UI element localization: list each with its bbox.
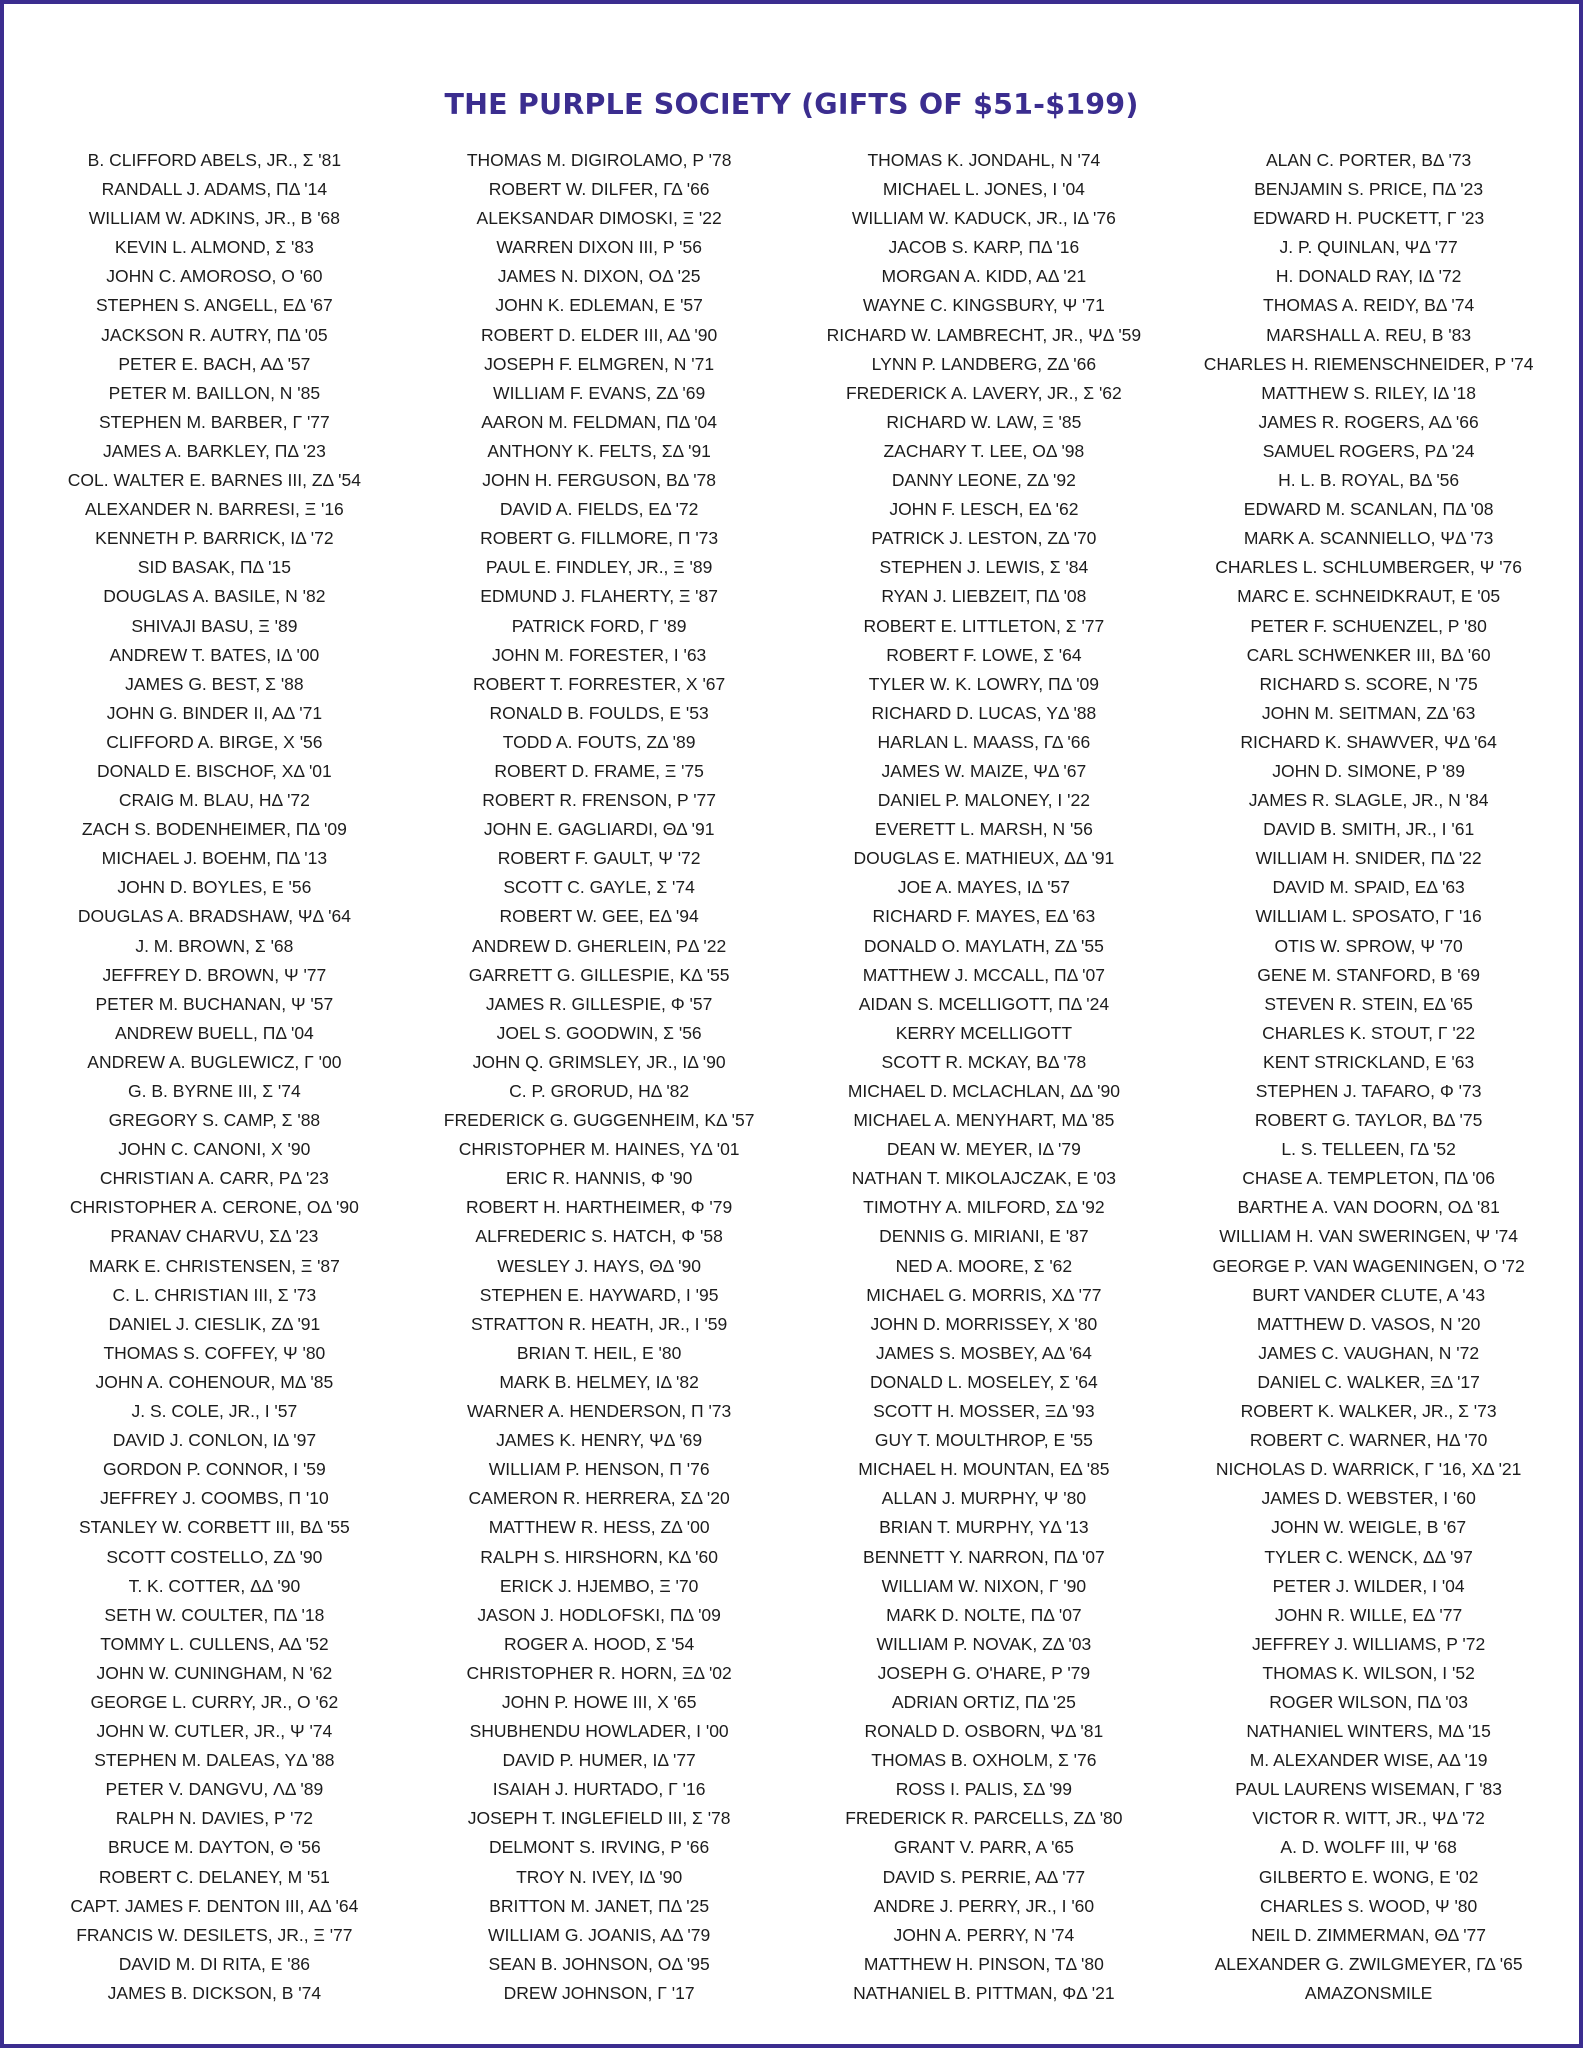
donor-name: WILLIAM W. NIXON, Γ '90 (881, 1575, 1087, 1596)
donor-name: MARK A. SCANNIELLO, ΨΔ '73 (1243, 528, 1494, 549)
donor-name: MATTHEW D. VASOS, N '20 (1256, 1313, 1481, 1334)
donor-name: WILLIAM W. KADUCK, JR., IΔ '76 (851, 208, 1116, 229)
donor-name: MATTHEW S. RILEY, IΔ '18 (1261, 382, 1476, 403)
donor-name: MICHAEL D. MCLACHLAN, ΔΔ '90 (847, 1081, 1120, 1101)
donor-name: ANDREW D. GHERLEIN, PΔ '22 (471, 935, 727, 956)
donor-name: JOHN M. FORESTER, I '63 (491, 644, 707, 665)
donor-name: MICHAEL L. JONES, I '04 (882, 179, 1085, 200)
donor-name: ANTHONY K. FELTS, ΣΔ '91 (487, 440, 711, 461)
donor-name: RICHARD W. LAMBRECHT, JR., ΨΔ '59 (826, 324, 1142, 345)
donor-name: SETH W. COULTER, ΠΔ '18 (104, 1604, 325, 1625)
donor-name: RICHARD W. LAW, Ξ '85 (886, 411, 1082, 432)
donor-name: HARLAN L. MAASS, ΓΔ '66 (877, 731, 1091, 752)
donor-name: BENNETT Y. NARRON, ΠΔ '07 (863, 1546, 1105, 1567)
donor-name: CHARLES H. RIEMENSCHNEIDER, P '74 (1203, 353, 1534, 374)
donor-name: ROGER A. HOOD, Σ '54 (504, 1633, 695, 1654)
donor-name: BRIAN T. HEIL, E '80 (516, 1342, 682, 1363)
donor-name: JOSEPH T. INGLEFIELD III, Σ '78 (467, 1808, 731, 1829)
donor-name: GREGORY S. CAMP, Σ '88 (108, 1110, 321, 1131)
donor-name: JAMES C. VAUGHAN, N '72 (1258, 1342, 1480, 1363)
donor-name: WARNER A. HENDERSON, Π '73 (466, 1401, 732, 1422)
donor-name: NEIL D. ZIMMERMAN, ΘΔ '77 (1251, 1924, 1487, 1945)
donor-name: PAUL LAURENS WISEMAN, Γ '83 (1235, 1779, 1503, 1800)
donor-name: MARSHALL A. REU, B '83 (1266, 324, 1472, 345)
donor-name: RONALD B. FOULDS, E '53 (489, 702, 709, 723)
donor-name: DAVID M. SPAID, EΔ '63 (1272, 877, 1465, 898)
donor-name: COL. WALTER E. BARNES III, ZΔ '54 (67, 470, 361, 491)
donor-name: ALAN C. PORTER, BΔ '73 (1265, 150, 1472, 170)
donor-name: JEFFREY J. WILLIAMS, P '72 (1252, 1633, 1486, 1654)
donor-name: FREDERICK G. GUGGENHEIM, KΔ '57 (443, 1110, 755, 1131)
donor-name: MARK D. NOLTE, ΠΔ '07 (886, 1604, 1082, 1625)
donor-name: ROBERT D. ELDER III, AΔ '90 (481, 324, 718, 345)
donor-name: KERRY MCELLIGOTT (895, 1022, 1073, 1043)
donor-name: JAMES W. MAIZE, ΨΔ '67 (881, 760, 1087, 781)
donor-name: GRANT V. PARR, A '65 (893, 1837, 1074, 1858)
donor-name: ERICK J. HJEMBO, Ξ '70 (499, 1575, 699, 1596)
donor-name: SCOTT H. MOSSER, ΞΔ '93 (873, 1401, 1095, 1422)
donor-name: PETER M. BUCHANAN, Ψ '57 (95, 993, 334, 1014)
donor-name: TYLER C. WENCK, ΔΔ '97 (1264, 1546, 1473, 1567)
donor-name: H. L. B. ROYAL, BΔ '56 (1278, 470, 1460, 491)
donor-name: EDWARD M. SCANLAN, ΠΔ '08 (1243, 499, 1494, 520)
donor-name: JOHN G. BINDER II, AΔ '71 (106, 702, 323, 723)
donor-name: ERIC R. HANNIS, Φ '90 (505, 1168, 693, 1189)
donor-name: WILLIAM H. SNIDER, ΠΔ '22 (1255, 848, 1482, 869)
donor-name: WAYNE C. KINGSBURY, Ψ '71 (862, 295, 1105, 316)
donor-name: DANIEL J. CIESLIK, ZΔ '91 (108, 1313, 321, 1334)
donor-name: JOHN M. SEITMAN, ZΔ '63 (1261, 702, 1476, 723)
donor-name: RICHARD F. MAYES, EΔ '63 (872, 906, 1096, 927)
donor-name: AMAZONSMILE (1304, 1982, 1433, 2003)
donor-name: BRUCE M. DAYTON, Θ '56 (108, 1837, 321, 1858)
donor-name: MATTHEW R. HESS, ZΔ '00 (488, 1517, 710, 1538)
donor-name: CHASE A. TEMPLETON, ΠΔ '06 (1242, 1168, 1495, 1189)
donor-name: PETER E. BACH, AΔ '57 (118, 353, 311, 374)
donor-name: JAMES R. ROGERS, AΔ '66 (1258, 411, 1479, 432)
donor-name: ROBERT W. GEE, EΔ '94 (499, 906, 699, 927)
donor-name: ALEKSANDAR DIMOSKI, Ξ '22 (476, 208, 722, 229)
donor-name: ANDREW A. BUGLEWICZ, Γ '00 (87, 1051, 342, 1072)
donor-name: JASON J. HODLOFSKI, ΠΔ '09 (477, 1604, 721, 1625)
donor-name: PAUL E. FINDLEY, JR., Ξ '89 (485, 557, 713, 578)
donor-name: MARC E. SCHNEIDKRAUT, E '05 (1237, 586, 1501, 607)
donor-name: RALPH S. HIRSHORN, KΔ '60 (480, 1546, 718, 1567)
donor-name: MICHAEL J. BOEHM, ΠΔ '13 (101, 848, 328, 869)
donor-name: JOHN K. EDLEMAN, E '57 (495, 295, 703, 316)
donor-name: NATHANIEL WINTERS, MΔ '15 (1246, 1721, 1491, 1742)
donor-name: DOUGLAS A. BRADSHAW, ΨΔ '64 (77, 906, 351, 927)
donor-name: ROBERT H. HARTHEIMER, Φ '79 (465, 1197, 733, 1218)
donor-name: THOMAS M. DIGIROLAMO, P '78 (466, 150, 732, 170)
donor-name: ROBERT R. FRENSON, P '77 (482, 790, 717, 811)
donor-name: J. M. BROWN, Σ '68 (135, 935, 294, 956)
donor-name: MORGAN A. KIDD, AΔ '21 (881, 266, 1087, 287)
donor-name: CHARLES S. WOOD, Ψ '80 (1259, 1895, 1478, 1916)
donor-name: PATRICK FORD, Γ '89 (511, 615, 687, 636)
donor-name: WILLIAM W. ADKINS, JR., B '68 (88, 208, 341, 229)
donor-name: GEORGE L. CURRY, JR., O '62 (90, 1691, 339, 1712)
donor-name: ROBERT C. DELANEY, M '51 (98, 1866, 330, 1887)
donor-name: JAMES D. WEBSTER, I '60 (1261, 1488, 1476, 1509)
donor-name: DAVID J. CONLON, IΔ '97 (112, 1430, 317, 1451)
donor-name: LYNN P. LANDBERG, ZΔ '66 (871, 353, 1097, 374)
donor-name: JOHN A. COHENOUR, MΔ '85 (95, 1371, 334, 1392)
donor-name: JOEL S. GOODWIN, Σ '56 (496, 1022, 702, 1043)
donor-name: JACKSON R. AUTRY, ΠΔ '05 (101, 324, 328, 345)
donor-name: EDMUND J. FLAHERTY, Ξ '87 (480, 586, 718, 607)
donor-name: J. S. COLE, JR., I '57 (131, 1401, 298, 1422)
donor-name: STEPHEN J. LEWIS, Σ '84 (879, 557, 1089, 578)
donor-name: DONALD O. MAYLATH, ZΔ '55 (863, 935, 1104, 956)
donor-column-1 (22, 146, 407, 2008)
donor-name: JAMES B. DICKSON, B '74 (107, 1982, 322, 2003)
donor-name: ROBERT F. LOWE, Σ '64 (886, 644, 1082, 665)
donor-name: CHRISTOPHER M. HAINES, YΔ '01 (458, 1139, 740, 1160)
donor-name: MATTHEW J. MCCALL, ΠΔ '07 (862, 964, 1105, 985)
donor-name: DONALD L. MOSELEY, Σ '64 (869, 1371, 1098, 1392)
donor-name: JOHN E. GAGLIARDI, ΘΔ '91 (483, 819, 715, 840)
donor-name: NED A. MOORE, Σ '62 (895, 1255, 1073, 1276)
donor-name: RYAN J. LIEBZEIT, ΠΔ '08 (881, 586, 1087, 607)
donor-name: JOHN P. HOWE III, X '65 (501, 1691, 697, 1712)
donor-name: STANLEY W. CORBETT III, BΔ '55 (78, 1517, 350, 1538)
donor-column-3 (792, 146, 1177, 2008)
donor-name: PETER M. BAILLON, N '85 (108, 382, 321, 403)
donor-name: T. K. COTTER, ΔΔ '90 (128, 1575, 301, 1596)
donor-name: STEPHEN M. DALEAS, YΔ '88 (94, 1750, 335, 1771)
donor-name: A. D. WOLFF III, Ψ '68 (1280, 1837, 1457, 1858)
donor-name: EDWARD H. PUCKETT, Γ '23 (1253, 208, 1485, 229)
donor-name: DOUGLAS A. BASILE, N '82 (103, 586, 326, 607)
donor-name: JAMES S. MOSBEY, AΔ '64 (875, 1342, 1092, 1363)
donor-name: JAMES K. HENRY, ΨΔ '69 (496, 1430, 703, 1451)
donor-name: BRIAN T. MURPHY, YΔ '13 (879, 1517, 1089, 1538)
donor-name: JEFFREY D. BROWN, Ψ '77 (102, 964, 327, 985)
donor-name: THOMAS S. COFFEY, Ψ '80 (103, 1342, 326, 1363)
donor-name: THOMAS K. WILSON, I '52 (1262, 1662, 1475, 1683)
donor-name: B. CLIFFORD ABELS, JR., Σ '81 (87, 150, 342, 170)
donor-name: ADRIAN ORTIZ, ΠΔ '25 (891, 1691, 1076, 1712)
donor-name: CHARLES K. STOUT, Γ '22 (1262, 1022, 1476, 1043)
donor-name: DAVID S. PERRIE, AΔ '77 (882, 1866, 1086, 1887)
donor-name: KENT STRICKLAND, E '63 (1263, 1051, 1475, 1072)
donor-name: GUY T. MOULTHROP, E '55 (874, 1430, 1093, 1451)
donor-name: STEPHEN E. HAYWARD, I '95 (479, 1284, 719, 1305)
donor-name: GILBERTO E. WONG, E '02 (1258, 1866, 1479, 1887)
donor-name: J. P. QUINLAN, ΨΔ '77 (1279, 237, 1458, 258)
donor-name: JOSEPH G. O'HARE, P '79 (877, 1662, 1091, 1683)
donor-name: SHIVAJI BASU, Ξ '89 (131, 615, 298, 636)
donor-name: RONALD D. OSBORN, ΨΔ '81 (864, 1721, 1104, 1742)
donor-name: WILLIAM F. EVANS, ZΔ '69 (493, 382, 706, 403)
donor-name: L. S. TELLEEN, ΓΔ '52 (1281, 1139, 1456, 1160)
donor-column-2 (407, 146, 792, 2008)
donor-name: DAVID M. DI RITA, E '86 (118, 1953, 311, 1974)
donor-name: SEAN B. JOHNSON, OΔ '95 (488, 1953, 710, 1974)
donor-name: ROBERT G. TAYLOR, BΔ '75 (1254, 1110, 1483, 1131)
donor-name: WESLEY J. HAYS, ΘΔ '90 (497, 1255, 701, 1276)
donor-name: JAMES N. DIXON, OΔ '25 (497, 266, 701, 287)
donor-name: TROY N. IVEY, IΔ '90 (516, 1866, 683, 1887)
donor-name: ROBERT C. WARNER, HΔ '70 (1249, 1430, 1488, 1451)
donor-name: JOHN D. MORRISSEY, X '80 (870, 1313, 1098, 1334)
donor-name: JOSEPH F. ELMGREN, N '71 (484, 353, 715, 374)
donor-name: ANDREW BUELL, ΠΔ '04 (114, 1022, 314, 1043)
donor-name: TIMOTHY A. MILFORD, ΣΔ '92 (863, 1197, 1105, 1218)
donor-name: JOHN D. SIMONE, P '89 (1272, 760, 1465, 781)
donor-name: BRITTON M. JANET, ΠΔ '25 (489, 1895, 710, 1916)
donor-name: RICHARD D. LUCAS, YΔ '88 (871, 702, 1097, 723)
donor-name: CHRISTOPHER A. CERONE, OΔ '90 (69, 1197, 359, 1218)
donor-name: WILLIAM P. NOVAK, ZΔ '03 (876, 1633, 1092, 1654)
donor-name: JOHN W. CUTLER, JR., Ψ '74 (96, 1721, 333, 1742)
donor-name: SHUBHENDU HOWLADER, I '00 (469, 1721, 729, 1742)
donor-name: TOMMY L. CULLENS, AΔ '52 (100, 1633, 329, 1654)
donor-name: SCOTT COSTELLO, ZΔ '90 (106, 1546, 323, 1567)
donor-name: DONALD E. BISCHOF, XΔ '01 (96, 760, 332, 781)
donor-name: CARL SCHWENKER III, BΔ '60 (1246, 644, 1491, 665)
donor-name: M. ALEXANDER WISE, AΔ '19 (1249, 1750, 1488, 1771)
donor-name: SCOTT C. GAYLE, Σ '74 (503, 877, 695, 898)
donor-name: SID BASAK, ΠΔ '15 (137, 557, 291, 578)
donor-name: ROBERT D. FRAME, Ξ '75 (494, 760, 704, 781)
donor-name: RANDALL J. ADAMS, ΠΔ '14 (101, 179, 328, 200)
donor-name: DAVID A. FIELDS, EΔ '72 (499, 499, 699, 520)
donor-name: DANIEL C. WALKER, ΞΔ '17 (1257, 1371, 1480, 1392)
donor-name: ROBERT G. FILLMORE, Π '73 (480, 528, 719, 549)
donor-name: ROGER WILSON, ΠΔ '03 (1269, 1691, 1469, 1712)
donor-name: JAMES A. BARKLEY, ΠΔ '23 (102, 440, 326, 461)
donor-name: C. P. GRORUD, HΔ '82 (509, 1081, 690, 1101)
donor-name: GARRETT G. GILLESPIE, KΔ '55 (468, 964, 730, 985)
donor-name: DAVID B. SMITH, JR., I '61 (1263, 819, 1475, 840)
donor-name: FRANCIS W. DESILETS, JR., Ξ '77 (76, 1924, 353, 1945)
donor-name: ALLAN J. MURPHY, Ψ '80 (881, 1488, 1087, 1509)
donor-name: SAMUEL ROGERS, PΔ '24 (1262, 440, 1475, 461)
donor-name: DEAN W. MEYER, IΔ '79 (886, 1139, 1081, 1160)
donor-name: DAVID P. HUMER, IΔ '77 (502, 1750, 696, 1771)
donor-name: EVERETT L. MARSH, N '56 (874, 819, 1093, 840)
donor-name: ROBERT T. FORRESTER, X '67 (472, 673, 726, 694)
donor-name: ROBERT E. LITTLETON, Σ '77 (863, 615, 1105, 636)
donor-name: CAPT. JAMES F. DENTON III, AΔ '64 (70, 1895, 359, 1916)
donor-name: ROBERT W. DILFER, ΓΔ '66 (488, 179, 710, 200)
donor-name: THOMAS K. JONDAHL, N '74 (867, 150, 1101, 170)
donor-name: JOHN F. LESCH, EΔ '62 (889, 499, 1079, 520)
donor-name: CHRISTIAN A. CARR, PΔ '23 (99, 1168, 329, 1189)
donor-name: JOHN W. WEIGLE, B '67 (1271, 1517, 1467, 1538)
donor-name: SCOTT R. MCKAY, BΔ '78 (881, 1051, 1087, 1072)
donor-name: JAMES R. SLAGLE, JR., N '84 (1248, 790, 1489, 811)
donor-name: PETER V. DANGVU, ΛΔ '89 (105, 1779, 324, 1800)
donor-name: TODD A. FOUTS, ZΔ '89 (502, 731, 696, 752)
donor-name: ZACH S. BODENHEIMER, ΠΔ '09 (81, 819, 347, 840)
donor-name: ALFREDERIC S. HATCH, Φ '58 (475, 1226, 723, 1247)
donor-name: PETER J. WILDER, I '04 (1272, 1575, 1465, 1596)
donor-name: H. DONALD RAY, IΔ '72 (1275, 266, 1462, 287)
donor-name: C. L. CHRISTIAN III, Σ '73 (112, 1284, 317, 1305)
donor-name: MICHAEL A. MENYHART, MΔ '85 (853, 1110, 1115, 1131)
donor-name: DANNY LEONE, ZΔ '92 (891, 470, 1076, 491)
donor-name: JAMES R. GILLESPIE, Φ '57 (485, 993, 713, 1014)
donor-name: WILLIAM L. SPOSATO, Γ '16 (1255, 906, 1482, 927)
donor-name: GEORGE P. VAN WAGENINGEN, O '72 (1212, 1255, 1525, 1276)
donor-name: STEPHEN S. ANGELL, EΔ '67 (95, 295, 333, 316)
donor-name: JOHN A. PERRY, N '74 (893, 1924, 1075, 1945)
donor-name: OTIS W. SPROW, Ψ '70 (1274, 935, 1463, 956)
donor-name: STEPHEN M. BARBER, Γ '77 (98, 411, 330, 432)
donor-name: JOHN C. CANONI, X '90 (118, 1139, 311, 1160)
donor-name: FREDERICK A. LAVERY, JR., Σ '62 (845, 382, 1122, 403)
donor-name: CRAIG M. BLAU, HΔ '72 (118, 790, 310, 811)
donor-name: PRANAV CHARVU, ΣΔ '23 (110, 1226, 319, 1247)
donor-name: RICHARD K. SHAWVER, ΨΔ '64 (1240, 731, 1497, 752)
donor-name: BARTHE A. VAN DOORN, OΔ '81 (1237, 1197, 1500, 1218)
donor-name: DENNIS G. MIRIANI, E '87 (879, 1226, 1089, 1247)
donor-name: ROBERT F. GAULT, Ψ '72 (497, 848, 701, 869)
donor-name: TYLER W. K. LOWRY, ΠΔ '09 (868, 673, 1100, 694)
donor-name: ANDRE J. PERRY, JR., I '60 (873, 1895, 1095, 1916)
donor-name: NATHANIEL B. PITTMAN, ΦΔ '21 (853, 1982, 1115, 2003)
donor-name: JOHN H. FERGUSON, BΔ '78 (482, 470, 717, 491)
donor-column-4 (1176, 146, 1561, 2008)
donor-name: MATTHEW H. PINSON, TΔ '80 (863, 1953, 1104, 1974)
donor-name: KENNETH P. BARRICK, IΔ '72 (95, 528, 334, 549)
donor-name: JOHN C. AMOROSO, O '60 (106, 266, 323, 287)
donor-name: RALPH N. DAVIES, P '72 (115, 1808, 313, 1829)
donor-name: JOHN D. BOYLES, E '56 (117, 877, 312, 898)
donor-name: JOHN W. CUNINGHAM, N '62 (96, 1662, 333, 1683)
donor-name: KEVIN L. ALMOND, Σ '83 (114, 237, 314, 258)
donor-name: ANDREW T. BATES, IΔ '00 (109, 644, 320, 665)
donor-name: PETER F. SCHUENZEL, P '80 (1250, 615, 1487, 636)
donor-name: MARK E. CHRISTENSEN, Ξ '87 (88, 1255, 340, 1276)
donor-name: ISAIAH J. HURTADO, Γ '16 (492, 1779, 706, 1800)
donor-name: ROBERT K. WALKER, JR., Σ '73 (1240, 1401, 1497, 1422)
donor-name: MICHAEL H. MOUNTAN, EΔ '85 (858, 1459, 1110, 1480)
donor-name: JOE A. MAYES, IΔ '57 (897, 877, 1071, 898)
donor-name: DREW JOHNSON, Γ '17 (503, 1982, 695, 2003)
donor-list (22, 146, 1561, 2008)
donor-name: ZACHARY T. LEE, OΔ '98 (883, 440, 1085, 461)
donor-name: THOMAS B. OXHOLM, Σ '76 (871, 1750, 1097, 1771)
donor-name: NATHAN T. MIKOLAJCZAK, E '03 (851, 1168, 1117, 1189)
donor-name: JAMES G. BEST, Σ '88 (125, 673, 304, 694)
donor-name: NICHOLAS D. WARRICK, Γ '16, XΔ '21 (1215, 1459, 1522, 1480)
donor-name: CHRISTOPHER R. HORN, ΞΔ '02 (466, 1662, 732, 1683)
donor-name: CHARLES L. SCHLUMBERGER, Ψ '76 (1215, 557, 1523, 578)
donor-name: MARK B. HELMEY, IΔ '82 (499, 1371, 699, 1392)
donor-name: G. B. BYRNE III, Σ '74 (128, 1081, 301, 1101)
donor-name: MICHAEL G. MORRIS, XΔ '77 (866, 1284, 1102, 1305)
donor-name: DELMONT S. IRVING, P '66 (489, 1837, 710, 1858)
donor-name: STEVEN R. STEIN, EΔ '65 (1264, 993, 1473, 1014)
donor-name: ROSS I. PALIS, ΣΔ '99 (895, 1779, 1073, 1800)
donor-name: BENJAMIN S. PRICE, ΠΔ '23 (1254, 179, 1484, 200)
donor-name: WARREN DIXON III, P '56 (496, 237, 702, 258)
donor-name: DANIEL P. MALONEY, I '22 (877, 790, 1090, 811)
donor-name: JOHN Q. GRIMSLEY, JR., IΔ '90 (472, 1051, 726, 1072)
donor-name: THOMAS A. REIDY, BΔ '74 (1263, 295, 1475, 316)
donor-name: CLIFFORD A. BIRGE, X '56 (106, 731, 323, 752)
donor-name: FREDERICK R. PARCELLS, ZΔ '80 (845, 1808, 1123, 1829)
donor-name: CAMERON R. HERRERA, ΣΔ '20 (468, 1488, 730, 1509)
donor-name: ALEXANDER G. ZWILGMEYER, ΓΔ '65 (1214, 1953, 1523, 1974)
donor-name: AARON M. FELDMAN, ΠΔ '04 (481, 411, 718, 432)
donor-name: VICTOR R. WITT, JR., ΨΔ '72 (1252, 1808, 1485, 1829)
donor-name: STRATTON R. HEATH, JR., I '59 (471, 1313, 728, 1334)
donor-name: STEPHEN J. TAFARO, Φ '73 (1255, 1081, 1482, 1101)
donor-name: PATRICK J. LESTON, ZΔ '70 (871, 528, 1097, 549)
donor-name: WILLIAM G. JOANIS, AΔ '79 (488, 1924, 711, 1945)
donor-name: BURT VANDER CLUTE, A '43 (1252, 1284, 1486, 1305)
page-title: THE PURPLE SOCIETY (GIFTS OF $51-$199) (444, 88, 1139, 122)
donor-name: DOUGLAS E. MATHIEUX, ΔΔ '91 (853, 848, 1115, 869)
donor-name: JEFFREY J. COOMBS, Π '10 (100, 1488, 329, 1509)
donor-name: WILLIAM H. VAN SWERINGEN, Ψ '74 (1219, 1226, 1518, 1247)
donor-name: GENE M. STANFORD, B '69 (1257, 964, 1481, 985)
donor-name: JACOB S. KARP, ΠΔ '16 (888, 237, 1080, 258)
donor-name: RICHARD S. SCORE, N '75 (1259, 673, 1478, 694)
donor-name: AIDAN S. MCELLIGOTT, ΠΔ '24 (858, 993, 1110, 1014)
donor-name: WILLIAM P. HENSON, Π '76 (488, 1459, 710, 1480)
donor-name: JOHN R. WILLE, EΔ '77 (1275, 1604, 1463, 1625)
donor-name: ALEXANDER N. BARRESI, Ξ '16 (84, 499, 344, 520)
donor-name: GORDON P. CONNOR, I '59 (102, 1459, 326, 1480)
